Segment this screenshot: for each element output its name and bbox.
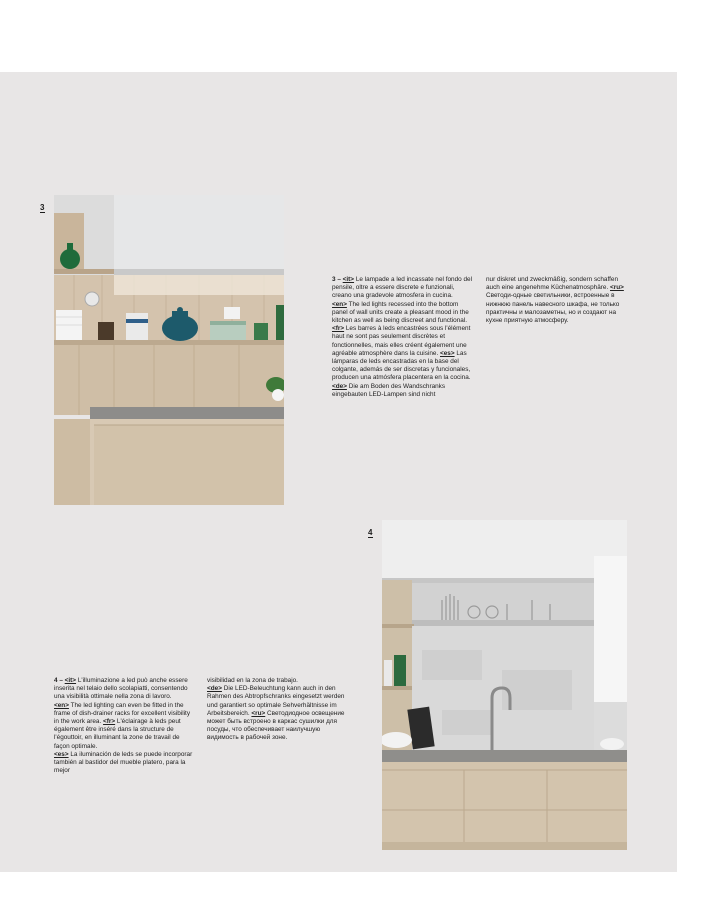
caption-text: Las lámparas de leds encastradas en la base del colgante, además de ser discretas y funcionales, producen una atmósfera placentera en la cocina. (332, 349, 471, 382)
language-tag: <ru> (610, 284, 624, 292)
language-tag: <en> (54, 701, 69, 709)
language-tag: <it> (64, 677, 77, 684)
caption-text: Die LED-Beleuchtung kann auch in den Rahmen des Abtropfschranks eingesetzt werden und garantiert so optimale Sehverhältnisse im Arbeitsbereich. (207, 685, 345, 717)
caption-text: Die am Boden des Wandschranks eingebauten LED-Lampen sind nicht (332, 382, 446, 398)
caption-text: The led lighting can even be fitted in the frame of dish-drainer racks for excellent visibility in the work area. (54, 701, 191, 726)
caption-text: Le lampade a led incassate nel fondo del pensile, oltre a essere discrete e funzionali, creano una gradevole atmosfera in cucina. (332, 276, 473, 300)
figure-4-number: 4 (368, 528, 373, 537)
caption-text: Les barres à leds encastrées sous l'élément haut ne sont pas seulement discrètes et fonctionnelles, mais elles créent également une agréable atmosphère dans la cuisine. (332, 325, 471, 357)
figure-3-caption-col1 (332, 276, 472, 399)
language-tag: <es> (440, 349, 455, 357)
figure-4-caption-col2 (207, 677, 347, 743)
caption-text: L'éclairage à leds peut également être inséré dans la structure de l'égouttoir, en illuminant la zone de travail de façon optimale. (54, 718, 181, 750)
figure-3-caption-col2 (486, 276, 626, 325)
figure-4-caption-col1 (54, 677, 194, 775)
caption-text: The led lights recessed into the bottom panel of wall units create a pleasant mood in the kitchen as well as being discreet and functional. (332, 300, 469, 325)
language-tag: <de> (332, 382, 347, 390)
figure-3-kitchen-photo (54, 195, 284, 505)
caption-text: La iluminación de leds se puede incorporar también al bastidor del mueble platero, para la mejor (54, 750, 193, 775)
language-tag: <it> (342, 276, 355, 283)
caption-text: Светодиодное освещение может быть встроено в каркас сушилки для посуды, что обеспечивает наилучшую видимость в рабочей зоне. (207, 709, 345, 742)
caption-text: L'illuminazione a led può anche essere inserita nel telaio dello scolapiatti, consentendo una visibilità ottimale nella zona di lavoro. (54, 677, 188, 701)
figure-3-number: 3 (40, 203, 45, 212)
caption-text: nur diskret und zweckmäßig, sondern schaffen auch eine angenehme Küchenatmosphäre. (486, 276, 619, 292)
caption-text: visibilidad en la zona de trabajo. (207, 677, 298, 684)
caption-number: 3 – (332, 276, 343, 283)
figure-4-kitchen-photo (382, 520, 627, 850)
language-tag: <es> (54, 750, 69, 758)
language-tag: <en> (332, 300, 347, 308)
caption-number: 4 – (54, 677, 65, 684)
caption-text: Светоди-одные светильники, встроенные в нижнюю панель навесного шкафа, не только практичны и малозаметны, но и создают на кухне приятную атмосферу. (486, 292, 620, 325)
language-tag: <ru> (251, 709, 266, 717)
language-tag: <fr> (103, 718, 116, 726)
language-tag: <de> (207, 685, 222, 693)
language-tag: <fr> (332, 325, 345, 333)
